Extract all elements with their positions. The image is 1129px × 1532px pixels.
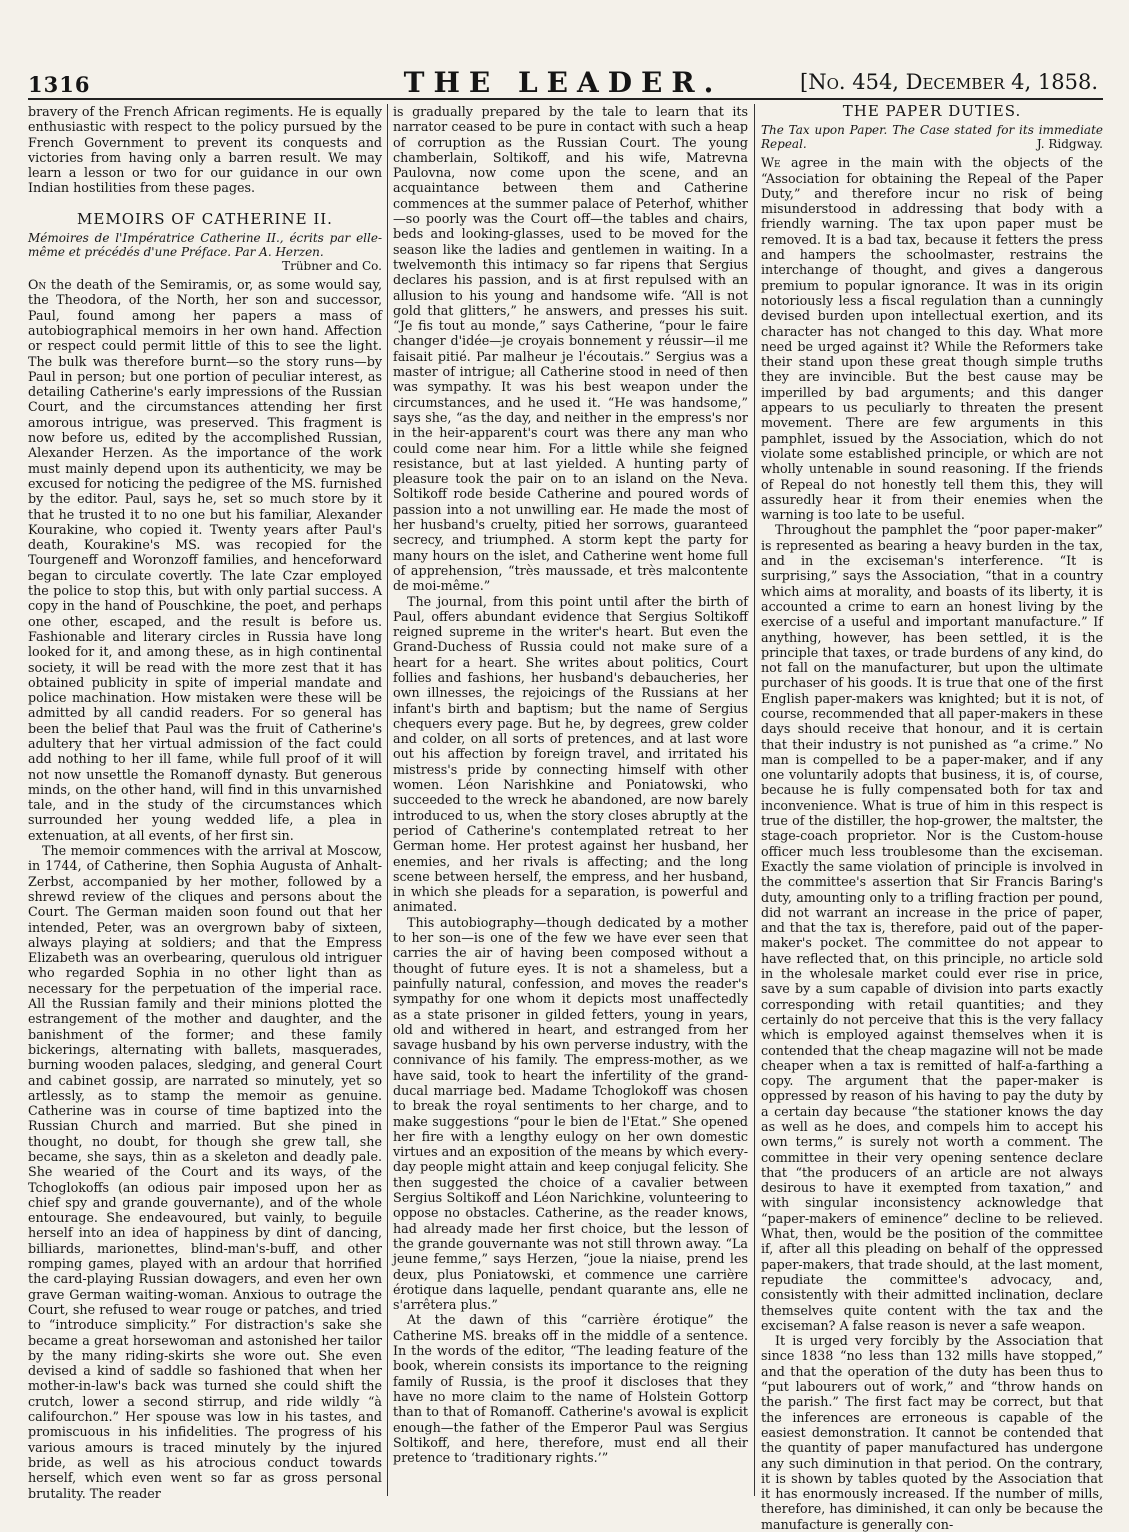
column-divider-1 — [387, 104, 388, 1496]
paragraph: At the dawn of this “carrière érotique” the Catherine MS. breaks off in the middle of a sentence. In the words of the editor, “The leading feature of the book, wherein consists its importance to the reigning family of Russia, is the proof it discloses that they have no more claim to the name of Holstein Gottorp than to that of Romanoff. Catherine's avowal is explicit enough—the father of the Emperor Paul was Sergius Soltikoff, and here, therefore, must end all their pretence to ‘traditionary rights.’” — [393, 1312, 748, 1466]
issue-line: [No. 454, December 4, 1858. — [800, 70, 1098, 94]
continued-paragraph: bravery of the French African regiments. He is equally enthusiastic with respect to the policy pursued by the French Government to prevent its conquests and victories from having only a barren result. We may learn a lesson or two for our guidance in our own Indian hostilities from these pages. — [28, 104, 382, 196]
lead-word: On — [28, 277, 47, 293]
paragraph — [761, 155, 1103, 522]
page-number: 1316 — [28, 72, 91, 97]
masthead-rule — [28, 98, 1103, 100]
column-3 — [761, 102, 1103, 1532]
citation-text: The Tax upon Paper. The Case stated for its immediate Repeal. — [761, 123, 1103, 152]
lead-word: We — [761, 155, 781, 171]
paragraph: Throughout the pamphlet the “poor paper-maker” is represented as bearing a heavy burden in the tax, and in the exciseman's interference. “It is surprising,” says the Association, “that in a country which aims at morality, and boasts of its liberty, it is accounted a crime to earn an honest living by the exercise of a useful and important manufacture.” If anything, however, has been settled, it is the principle that taxes, or trade burdens of any kind, do not fall on the manufacturer, but upon the ultimate purchaser of his goods. It is true that one of the first English paper-makers was knighted; but it is not, of course, recommended that all paper-makers in these days should receive that honour, and it is certain that their industry is not punished as “a crime.” No man is compelled to be a paper-maker, and if any one voluntarily adopts that business, it is, of course, because he is fully compensated both for tax and inconvenience. What is true of him in this respect is true of the distiller, the hop-grower, the maltster, the stage-coach proprietor. Nor is the Custom-house officer much less troublesome than the exciseman. Exactly the same violation of principle is involved in the committee's assertion that Sir Francis Baring's duty, amounting only to a trifling fraction per pound, did not warrant an increase in the price of paper, and that the tax is, therefore, paid out of the paper-maker's pocket. The committee do not appear to have reflected that, on this principle, no article sold in the wholesale market could ever rise in price, save by a sum capable of division into parts exactly corresponding with retail quantities; and they certainly do not perceive that this is the very fallacy which is employed against themselves when it is contended that the cheap magazine will not be made cheaper when a tax is remitted of half-a-farthing a copy. The argument that the paper-maker is oppressed by reason of his having to pay the duty by a certain day because “the stationer knows the day as well as he does, and compels him to accept his own terms,” is surely not worth a comment. The committee in their very opening sentence declare that “the producers of an article are not always desirous to have it exempted from taxation,” and with singular inconsistency acknowledge that “paper-makers of eminence” decline to be relieved. What, then, would be the position of the committee if, after all this pleading on behalf of the oppressed paper-makers, that trade should, at the last moment, repudiate the committee's advocacy, and, consistently with their admitted inclination, declare themselves quite content with the tax and the exciseman? A false reason is never a safe weapon. — [761, 522, 1103, 1333]
paragraph: The memoir commences with the arrival at Moscow, in 1744, of Catherine, then Sophia Augusta of Anhalt-Zerbst, accompanied by her mother, followed by a shrewd review of the cliques and persons about the Court. The German maiden soon found out that her intended, Peter, was an overgrown baby of sixteen, always playing at soldiers; and that the Empress Elizabeth was an overbearing, querulous old intriguer who regarded Sophia in no other light than as necessary for the perpetuation of the imperial race. All the Russian family and their minions plotted the estrangement of the mother and daughter, and the banishment of the former; and these family bickerings, alternating with ballets, masquerades, burning wooden palaces, sledging, and general Court and cabinet gossip, are narrated so minutely, yet so artlessly, as to stamp the memoir as genuine. Catherine was in course of time baptized into the Russian Church and married. But she pined in thought, no doubt, for though she grew tall, she became, she says, thin as a skeleton and deadly pale. She wearied of the Court and its ways, of the Tchoglokoffs (an odious pair imposed upon her as chief spy and grande gouvernante), and of the whole entourage. She endeavoured, but vainly, to beguile herself into an idea of happiness by dint of dancing, billiards, marionettes, blind-man's-buff, and other romping games, played with an ardour that horrified the card-playing Russian dowagers, and even her own grave German waiting-woman. Anxious to outrage the Court, she refused to wear rouge or patches, and tried to “introduce simplicity.” For distraction's sake she became a great horsewoman and astonished her tailor by the many riding-skirts she wore out. She even devised a kind of saddle so fashioned that when her mother-in-law's back was turned she could shift the crutch, lower a second stirrup, and ride wildly “à califourchon.” Her spouse was low in his tastes, and promiscuous in his infidelities. The progress of his various amours is traced minutely by the injured bride, as well as his atrocious conduct towards herself, which even went so far as gross personal brutality. The reader — [28, 843, 382, 1501]
paragraph-text: agree in the main with the objects of the “Association for obtaining the Repeal of the Paper Duty,” and therefore incur no risk of being misunderstood in addressing that body with a friendly warning. The tax upon paper must be removed. It is a bad tax, because it fetters the press and hampers the schoolmaster, restrains the interchange of thought, and gives a dangerous premium to popular ignorance. It was in its origin notoriously less a fiscal regulation than a cunningly devised burden upon intellectual exertion, and its character has not changed to this day. What more need be urged against it? While the Reformers take their stand upon these great though simple truths they are invincible. But the best cause may be imperilled by bad arguments; and this danger appears to us peculiarly to threaten the present movement. There are few arguments in this pamphlet, issued by the Association, which do not violate some established principle, or which are not wholly untenable in sound reasoning. If the friends of Repeal do not honestly tell them this, they will assuredly hear it from their enemies when the warning is too late to be useful. — [761, 155, 1103, 523]
paragraph-text: the death of the Semiramis, or, as some would say, the Theodora, of the North, her son and successor, Paul, found among her papers a mass of autobiographical memoirs in her own hand. Affection or respect could permit little of this to see the light. The bulk was therefore burnt—so the story runs—by Paul in person; but one portion of peculiar interest, as detailing Catherine's early impressions of the Russian Court, and the circumstances attending her first amorous intrigue, was preserved. This fragment is now before us, edited by the accomplished Russian, Alexander Herzen. As the importance of the work must mainly depend upon its authenticity, we may be excused for noticing the pedigree of the MS. furnished by the editor. Paul, says he, set so much store by it that he trusted it to no one but his familiar, Alexander Kourakine, who copied it. Twenty years after Paul's death, Kourakine's MS. was recopied for the Tourgeneff and Woronzoff families, and henceforward began to circulate covertly. The late Czar employed the police to stop this, but with only partial success. A copy in the hand of Pouschkine, the poet, and perhaps one other, escaped, and the result is before us. Fashionable and literary circles in Russia have long looked for it, and among these, as in high continental society, it will be read with the more zest that it has obtained publicity in spite of imperial mandate and police machination. How mistaken were these will be admitted by all candid readers. For so general has been the belief that Paul was the fruit of Catherine's adultery that her virtual admission of the fact could add nothing to her ill fame, while full proof of it will not now unsettle the Romanoff dynasty. But generous minds, on the other hand, will find in this unvarnished tale, and in the study of the circumstances which surrounded her young wedded life, a plea in extenuation, at all events, of her first sin. — [28, 277, 382, 843]
newspaper-title: THE LEADER. — [403, 66, 723, 99]
column-divider-2 — [754, 104, 755, 1496]
publisher: J. Ridgway. — [1036, 137, 1103, 152]
masthead — [28, 58, 1098, 98]
book-citation — [28, 231, 382, 273]
paragraph: is gradually prepared by the tale to learn that its narrator ceased to be pure in contact with such a heap of corruption as the Russian Court. The young chamberlain, Soltikoff, and his wife, Matrevna Paulovna, now come upon the scene, and an acquaintance between them and Catherine commences at the summer palace of Peterhof, whither—so poorly was the Court off—the tables and chairs, beds and looking-glasses, used to be moved for the season like the ladies and gentlemen in waiting. In a twelvemonth this intimacy so far ripens that Sergius declares his passion, and is at first repulsed with an allusion to his young and handsome wife. “All is not gold that glitters,” he answers, and presses his suit. “Je fis tout au monde,” says Catherine, “pour le faire changer d'idée—je croyais bonnement y réussir—il me faisait pitié. Par malheur je l'écoutais.” Sergius was a master of intrigue; all Catherine stood in need of then was sympathy. It was his best weapon under the circumstances, and he used it. “He was handsome,” says she, “as the day, and neither in the empress's nor in the heir-apparent's court was there any man who could come near him. For a little while she feigned resistance, but at last yielded. A hunting party of pleasure took the pair on to an island on the Neva. Soltikoff rode beside Catherine and poured words of passion into a not unwilling ear. He made the most of her husband's cruelty, pitied her sorrows, guaranteed secrecy, and triumphed. A storm kept the party for many hours on the islet, and Catherine went home full of apprehension, “très maussade, et très malcontente de moi-même.” — [393, 104, 748, 594]
paragraph: This autobiography—though dedicated by a mother to her son—is one of the few we have ever seen that carries the air of having been composed without a thought of future eyes. It is not a shameless, but a painfully natural, confession, and moves the reader's sympathy for one whom it depicts most unaffectedly as a state prisoner in gilded fetters, young in years, old and withered in heart, and estranged from her savage husband by his own perverse industry, with the connivance of his family. The empress-mother, as we have said, took to heart the infertility of the grand-ducal marriage bed. Madame Tchoglokoff was chosen to break the royal sentiments to her charge, and to make suggestions “pour le bien de l'Etat.” She opened her fire with a lengthy eulogy on her own domestic virtues and an exposition of the means by which every-day people might attain and keep conjugal felicity. She then suggested the choice of a cavalier between Sergius Soltikoff and Léon Narichkine, volunteering to oppose no obstacles. Catherine, as the reader knows, had already made her first choice, but the lesson of the grande gouvernante was not still thrown away. “La jeune femme,” says Herzen, “joue la niaise, prend les deux, plus Poniatowski, et commence une carrière érotique dans laquelle, pendant quarante ans, elle ne s'arrêtera plus.” — [393, 914, 748, 1313]
column-2 — [393, 104, 748, 1496]
paragraph: It is urged very forcibly by the Association that since 1838 “no less than 132 mills have stopped,” and that the operation of the duty has been thus to “put labourers out of work,” and “throw hands on the parish.” The first fact may be correct, but that the inferences are erroneous is capable of the easiest demonstration. It cannot be contended that the quantity of paper manufactured has undergone any such diminution in that period. On the contrary, it is shown by tables quoted by the Association that it has enormously increased. If the number of mills, therefore, has diminished, it can only be because the manufacture is generally con- — [761, 1333, 1103, 1532]
publisher: Trübner and Co. — [282, 259, 382, 274]
article-title-paper-duties: THE PAPER DUTIES. — [842, 102, 1022, 120]
paragraph — [28, 277, 382, 843]
citation-text: Mémoires de l'Impératrice Catherine II., écrits par elle-même et précédés d'une Préface. Par A. Herzen. — [28, 231, 382, 260]
column-1 — [28, 104, 382, 1501]
article-title-catherine: MEMOIRS OF CATHERINE II. — [77, 209, 333, 228]
book-citation — [761, 123, 1103, 151]
paragraph: The journal, from this point until after the birth of Paul, offers abundant evidence that Sergius Soltikoff reigned supreme in the writer's heart. But even the Grand-Duchess of Russia could not make sure of a heart for a heart. She writes about politics, Court follies and fashions, her husband's debaucheries, her own illnesses, the rejoicings of the Russians at her infant's birth and baptism; but the name of Sergius chequers every page. But he, by degrees, grew colder and colder, on all sorts of pretences, and at last wore out his affection by foreign travel, and irritated his mistress's pride by connecting himself with other women. Léon Narishkine and Poniatowski, who succeeded to the wreck he abandoned, are now barely introduced to us, when the story closes abruptly at the period of Catherine's contemplated retreat to her German home. Her protest against her husband, her enemies, and her rivals is affecting; and the long scene between herself, the empress, and her husband, in which she pleads for a separation, is powerful and animated. — [393, 593, 748, 915]
